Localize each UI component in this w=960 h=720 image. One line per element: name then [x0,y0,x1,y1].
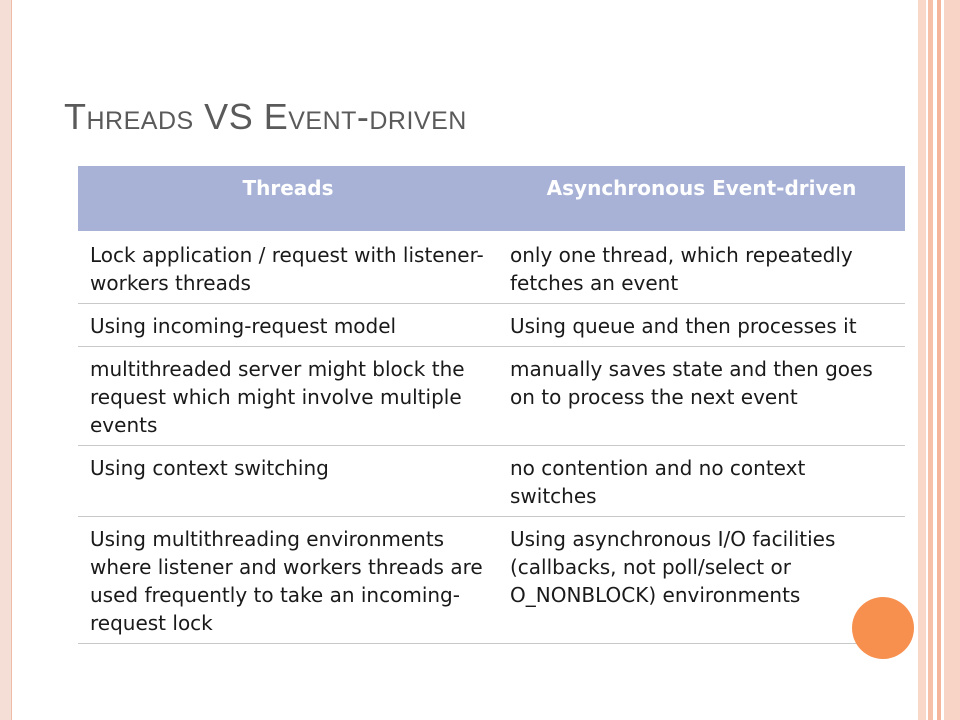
table-cell-threads: Using incoming-request model [78,304,498,347]
right-stripe-decoration [944,0,960,720]
column-header-event-driven: Asynchronous Event-driven [498,166,905,232]
table-cell-event-driven: no contention and no context switches [498,446,905,517]
column-header-threads: Threads [78,166,498,232]
table-cell-threads: Using context switching [78,446,498,517]
slide-title: Threads VS Event-driven [64,96,467,137]
comparison-table [78,166,905,644]
table-cell-event-driven: only one thread, which repeatedly fetches an event [498,232,905,304]
table-row [78,347,905,446]
table-header-row [78,166,905,232]
table-cell-threads: Lock application / request with listener-workers threads [78,232,498,304]
left-frame-decoration [0,0,12,720]
table-row [78,446,905,517]
right-stripe-decoration [918,0,926,720]
orange-accent-circle [852,597,914,659]
table-cell-event-driven: manually saves state and then goes on to process the next event [498,347,905,446]
table-cell-event-driven: Using asynchronous I/O facilities (callbacks, not poll/select or O_NONBLOCK) environments [498,517,905,644]
table-cell-event-driven: Using queue and then processes it [498,304,905,347]
table-cell-threads: multithreaded server might block the request which might involve multiple events [78,347,498,446]
table-row [78,304,905,347]
table-row [78,232,905,304]
table-cell-threads: Using multithreading environments where listener and workers threads are used frequently to take an incoming-request lock [78,517,498,644]
table-row [78,517,905,644]
